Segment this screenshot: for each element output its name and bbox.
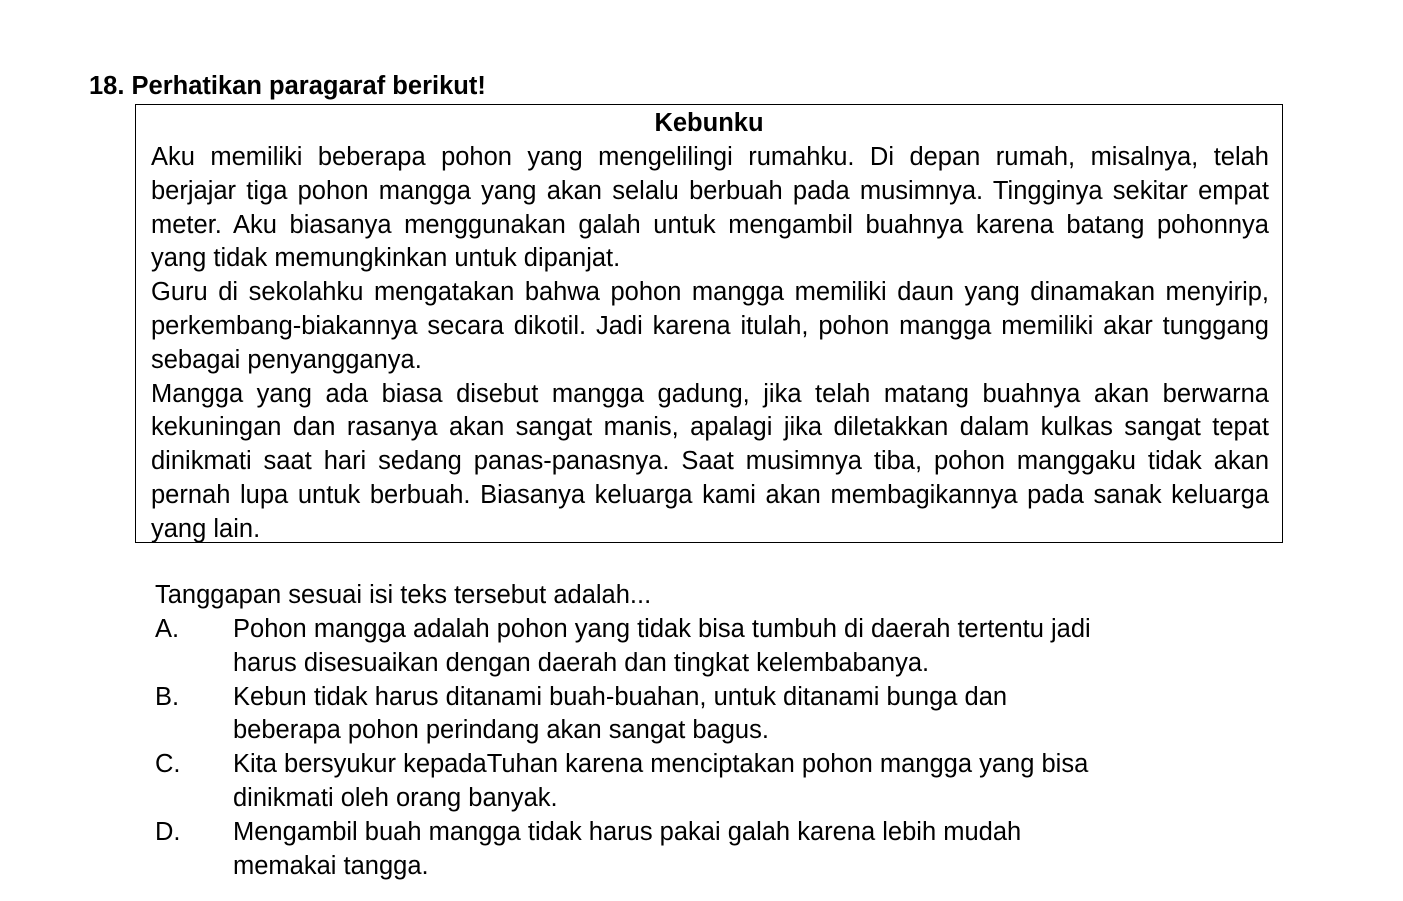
option-d-letter: D. <box>155 817 181 846</box>
option-a-line-1: Pohon mangga adalah pohon yang tidak bisa tumbuh di daerah tertentu jadi <box>233 615 1091 643</box>
passage-title: Kebunku <box>654 109 764 137</box>
passage-box <box>135 104 1283 543</box>
option-b[interactable] <box>155 681 1255 749</box>
option-b-line-1: Kebun tidak harus ditanami buah-buahan, untuk ditanami bunga dan <box>233 682 1008 711</box>
option-d-line-1: Mengambil buah mangga tidak harus pakai galah karena lebih mudah <box>233 817 1022 846</box>
option-c-line-1: Kita bersyukur kepadaTuhan karena menciptakan pohon mangga yang bisa <box>233 750 1089 779</box>
passage-paragraph-2: Guru di sekolahku mengatakan bahwa pohon mangga memiliki daun yang dinamakan menyirip, perkembang-biakannya secara dikotil. Jadi karena itulah, pohon mangga memiliki akar tunggang sebagai penyangganya. <box>151 278 1269 374</box>
answer-options <box>155 613 1255 883</box>
option-c-letter: C. <box>155 750 181 779</box>
passage-paragraph-1: Aku memiliki beberapa pohon yang mengelilingi rumahku. Di depan rumah, misalnya, telah berjajar tiga pohon mangga yang akan selalu berbuah pada musimnya. Tingginya sekitar empat meter. Aku biasanya menggunakan galah untuk mengambil buahnya karena batang pohonnya yang tidak memungkinkan untuk dipanjat. <box>151 143 1269 273</box>
option-b-letter: B. <box>155 682 180 711</box>
option-b-text <box>233 681 1255 749</box>
question-prompt: Tanggapan sesuai isi teks tersebut adalah... <box>155 581 652 609</box>
option-c-line-2: dinikmati oleh orang banyak. <box>233 783 558 812</box>
passage-paragraph-3: Mangga yang ada biasa disebut mangga gadung, jika telah matang buahnya akan berwarna kekuningan dan rasanya akan sangat manis, apalagi jika diletakkan dalam kulkas sangat tepat dinikmati saat hari sedang panas-panasnya. Saat musimnya tiba, pohon manggaku tidak akan pernah lupa untuk berbuah. Biasanya keluarga kami akan membagikannya pada sanak keluarga yang lain. <box>151 379 1269 543</box>
passage-body <box>151 141 1269 547</box>
option-d[interactable] <box>155 816 1255 884</box>
option-a-text <box>233 613 1255 681</box>
option-a[interactable] <box>155 613 1255 681</box>
option-d-text <box>233 816 1255 884</box>
option-a-letter: A. <box>155 615 180 643</box>
question-heading: 18. Perhatikan paragaraf berikut! <box>89 72 486 100</box>
option-c-text <box>233 748 1255 816</box>
option-a-line-2: harus disesuaikan dengan daerah dan tingkat kelembabanya. <box>233 648 930 677</box>
option-c[interactable] <box>155 748 1255 816</box>
option-d-line-2: memakai tangga. <box>233 851 429 880</box>
option-b-line-2: beberapa pohon perindang akan sangat bagus. <box>233 716 769 745</box>
